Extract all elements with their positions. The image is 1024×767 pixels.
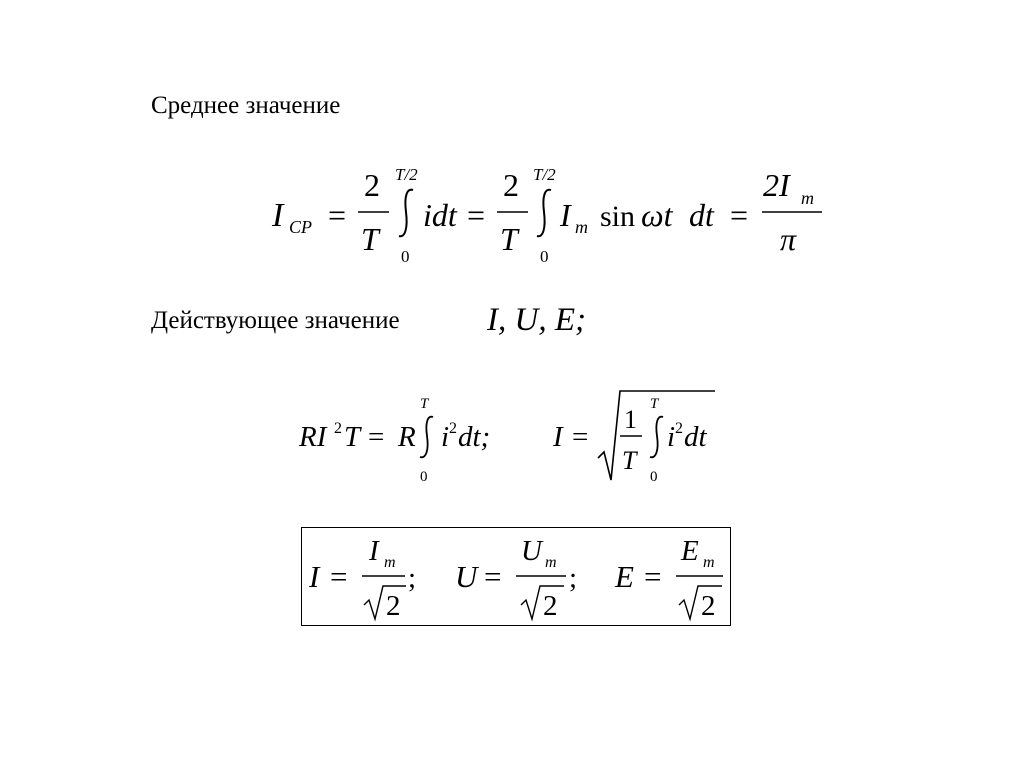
svg-text:2: 2 [386,590,401,622]
svg-text:I: I [309,559,320,594]
integrand-Im-sin-omega-t [559,197,748,237]
svg-text:i: i [441,421,450,453]
svg-text:=: = [368,421,385,453]
svg-text:I: I [369,535,379,567]
svg-text:T: T [344,421,361,453]
svg-text:m: m [703,554,715,571]
equals-2: = [467,197,486,233]
svg-text:T/2: T/2 [533,165,556,184]
heading-average-value: Среднее значение [151,92,341,119]
svg-text:T/2: T/2 [395,165,418,184]
svg-text:m: m [575,217,588,237]
svg-text:I: I [272,197,284,234]
svg-text:=: = [330,559,348,594]
svg-text:0: 0 [420,469,428,485]
svg-text:T: T [420,396,429,412]
svg-text:T: T [361,221,379,257]
svg-text:0: 0 [401,247,410,266]
formula-average-lhs [271,197,346,237]
svg-text:I: I [553,421,563,453]
svg-text:2: 2 [701,590,716,622]
svg-text:2: 2 [449,420,457,437]
fraction-two-over-T-1 [358,167,389,257]
svg-text:R: R [398,421,416,453]
svg-text:=: = [644,559,662,594]
svg-text:U: U [521,535,542,567]
formula-rms-definition [298,391,715,485]
svg-text:T: T [622,446,637,475]
svg-text:ωt: ωt [641,197,673,233]
svg-text:2: 2 [503,167,519,203]
svg-text:E: E [615,559,634,594]
svg-text:dt: dt [684,421,707,453]
svg-text:RI: RI [299,421,327,453]
svg-text:=: = [730,197,749,233]
svg-text:E: E [681,535,699,567]
integrand-idt: idt [423,197,457,233]
svg-text:T: T [500,221,518,257]
svg-text:I: I [560,197,571,233]
svg-text:π: π [780,221,797,257]
effective-symbols: I, U, E; [487,302,586,338]
svg-text:=: = [572,421,589,453]
svg-text:CP: CP [289,217,313,237]
svg-text:dt: dt [689,197,714,233]
svg-text:2: 2 [364,167,380,203]
svg-text:sin: sin [600,200,636,233]
svg-text:2: 2 [543,590,558,622]
svg-text:T: T [650,396,659,412]
svg-text:i: i [667,421,676,453]
integral-1 [395,165,418,266]
svg-text:2: 2 [675,420,683,437]
svg-text:;: ; [569,562,578,594]
svg-text:dt;: dt; [458,421,491,453]
svg-text:2: 2 [334,420,342,437]
svg-text:0: 0 [540,247,549,266]
svg-text:;: ; [408,562,417,594]
svg-text:0: 0 [650,469,658,485]
fraction-2Im-over-pi [762,167,822,257]
svg-text:m: m [801,188,814,208]
integral-2 [533,165,556,266]
svg-text:U: U [455,559,478,594]
fraction-two-over-T-2 [497,167,528,257]
heading-effective-value: Действующее значение [151,307,400,334]
boxed-formula-frame [301,527,731,626]
svg-text:1: 1 [624,405,637,434]
svg-text:2I: 2I [763,167,790,203]
svg-text:m: m [545,554,557,571]
svg-text:=: = [484,559,502,594]
svg-text:=: = [328,197,347,233]
svg-text:m: m [384,554,396,571]
